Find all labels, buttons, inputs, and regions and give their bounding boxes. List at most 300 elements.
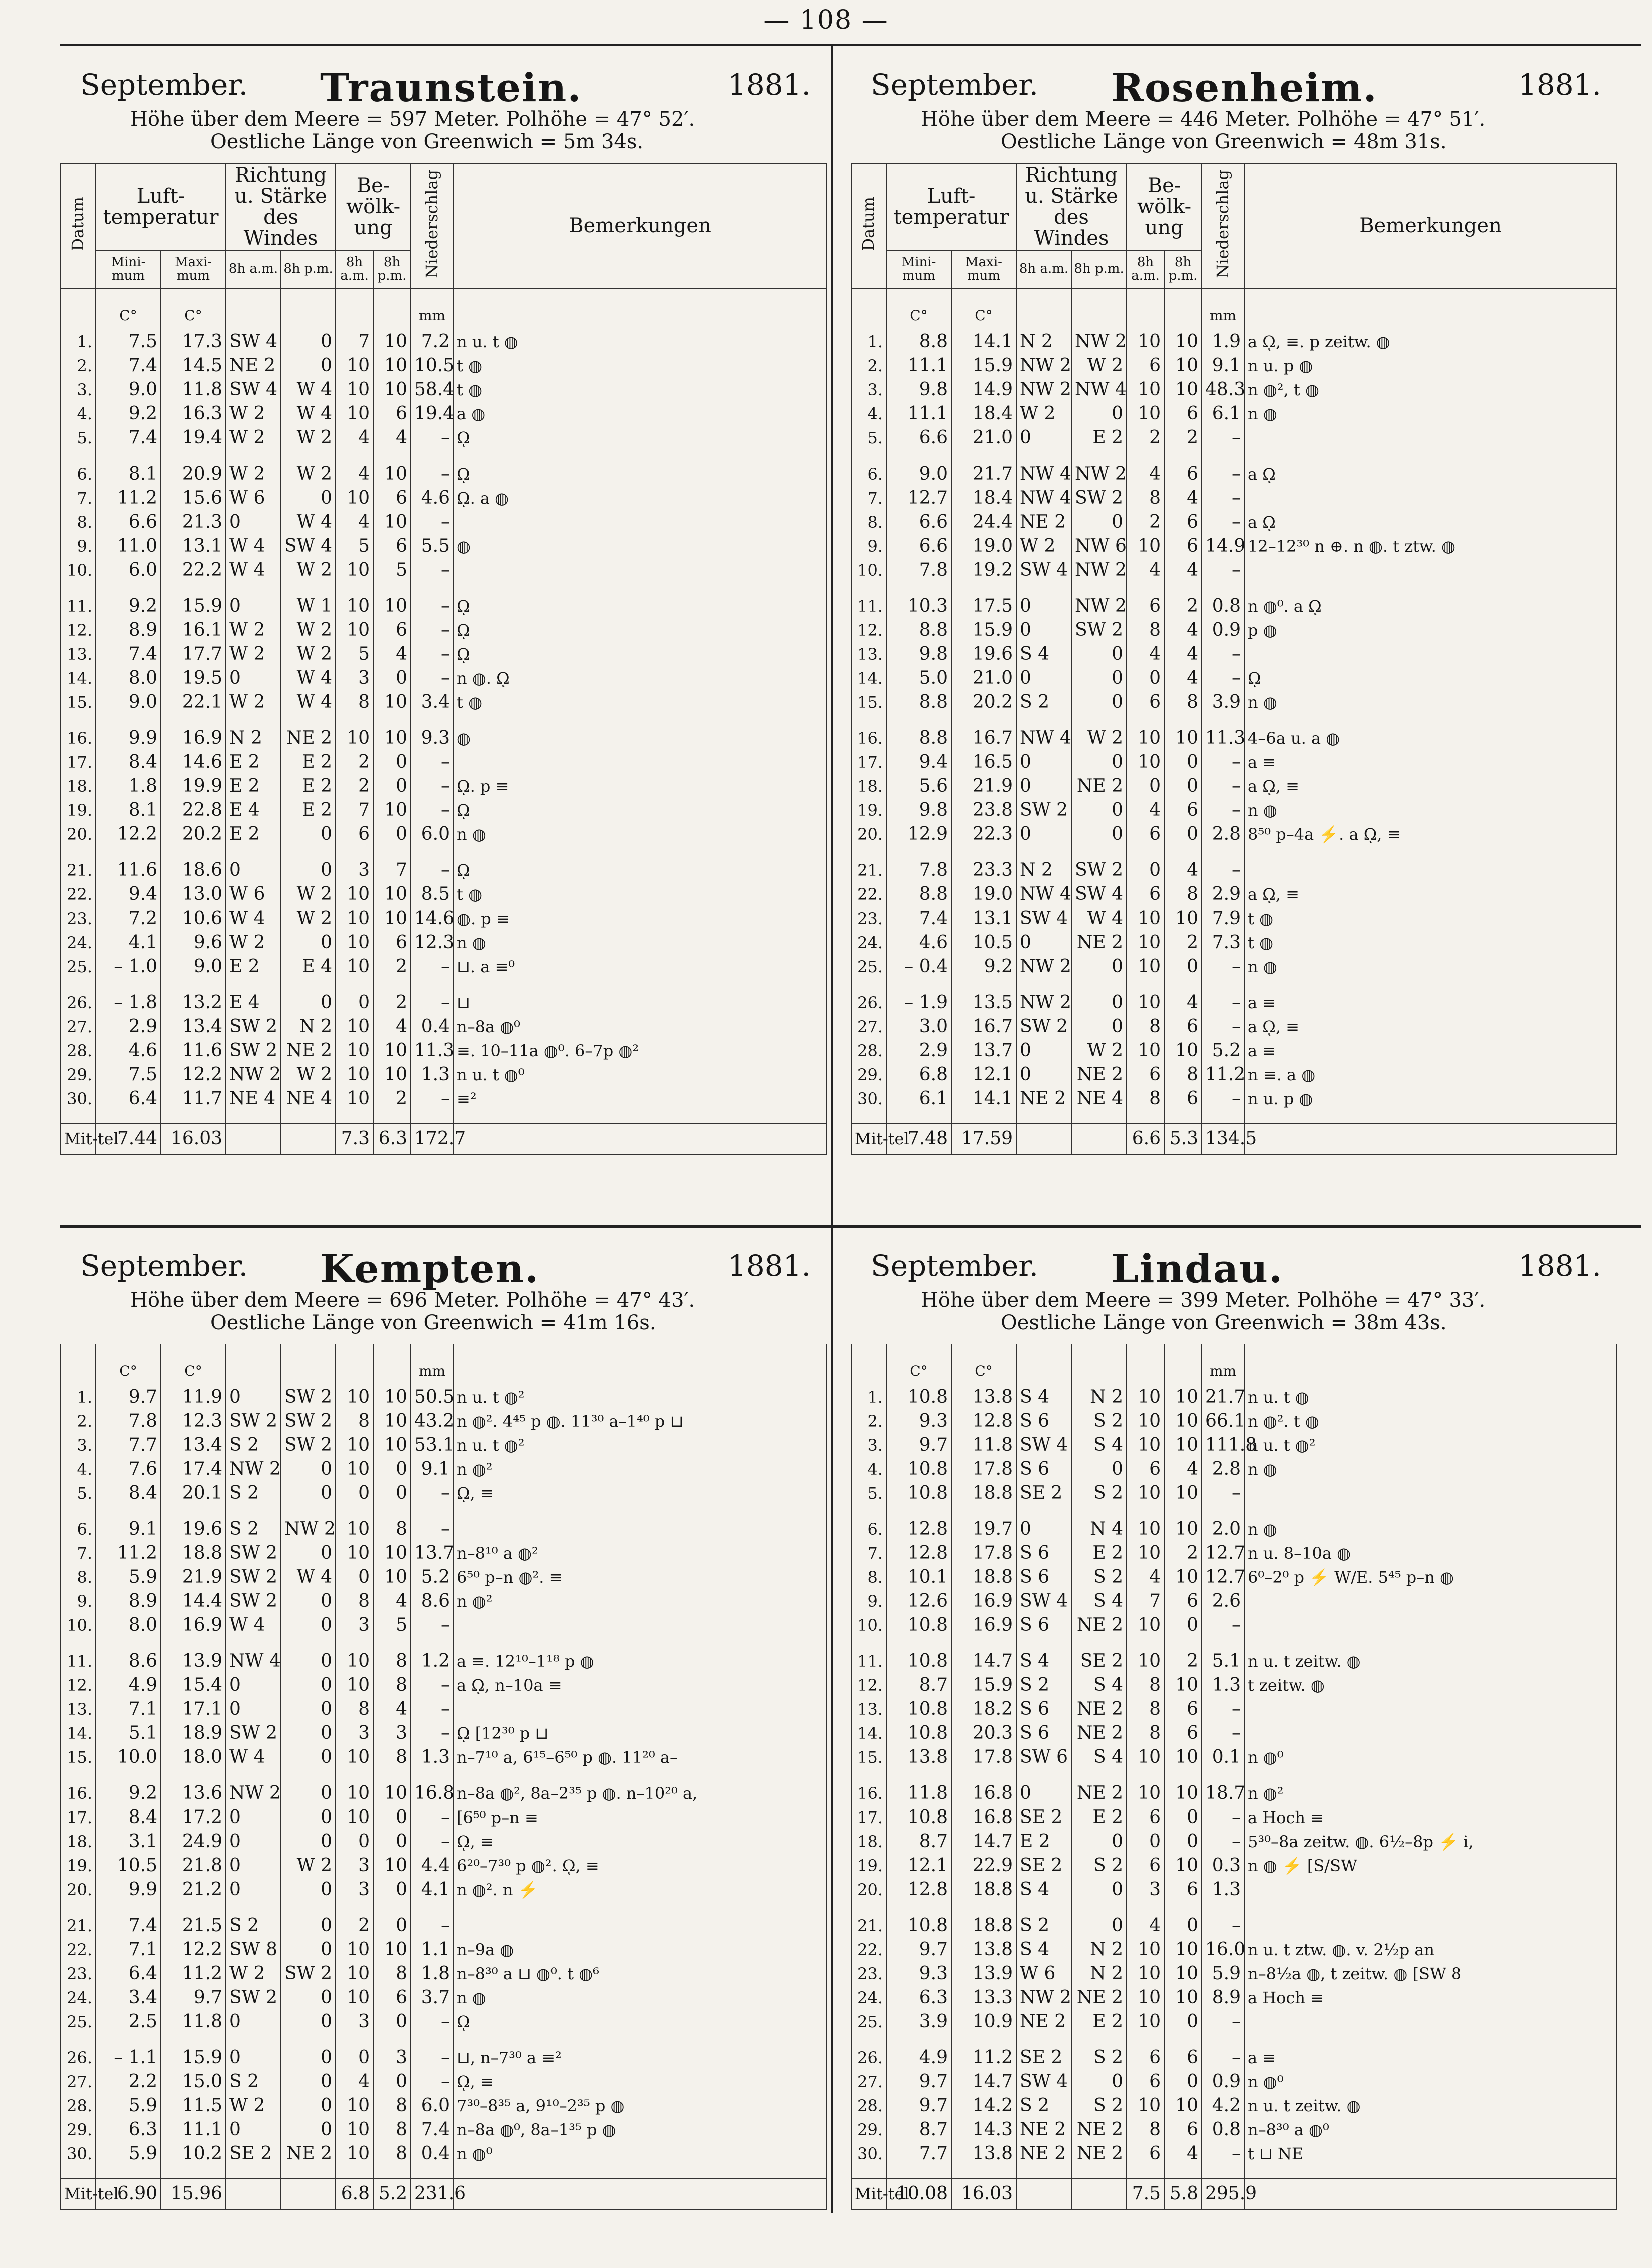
wind-pm-cell: 0 [281, 1673, 336, 1697]
wind-am-cell: NW 2 [1016, 354, 1071, 378]
cell-empty [1071, 1505, 1127, 1517]
wind-pm-cell: N 2 [1071, 1938, 1127, 1962]
day-cell: 3. [851, 378, 886, 402]
remarks-cell [453, 558, 826, 582]
min-temp-cell: 9.7 [886, 2094, 951, 2118]
day-cell: 4. [851, 402, 886, 426]
table-row [851, 1830, 1617, 1854]
cloud-am-cell: 8 [1127, 1015, 1164, 1039]
cloud-pm-cell: 0 [1164, 1830, 1202, 1854]
cloud-pm-cell: 6 [373, 931, 411, 955]
table-row [851, 1015, 1617, 1039]
min-temp-cell: 5.9 [96, 1565, 161, 1589]
max-temp-cell: 18.8 [951, 1481, 1016, 1505]
precip-cell: – [1202, 2046, 1244, 2070]
cell-empty [1244, 1123, 1617, 1154]
cloud-pm-cell: 4 [1164, 486, 1202, 510]
altitude-latitude: Höhe über dem Meere = 446 Meter. Polhöhe = 47° 51′. [921, 108, 1486, 131]
precip-cell: 9.1 [1202, 354, 1244, 378]
precip-cell: 5.9 [1202, 1962, 1244, 1986]
cell-empty [1164, 1505, 1202, 1517]
precip-cell: 1.3 [1202, 1673, 1244, 1697]
max-temp-cell: 23.3 [951, 858, 1016, 882]
header-year: 1881. [727, 1249, 811, 1283]
unit-row [851, 1357, 1617, 1385]
wind-am-cell: SW 4 [1016, 2070, 1071, 2094]
precip-cell: – [411, 774, 453, 798]
wind-pm-cell: W 2 [1071, 1039, 1127, 1063]
wind-pm-cell: W 2 [281, 558, 336, 582]
max-temp-cell: 22.8 [161, 798, 226, 822]
cloud-pm-cell: 10 [1164, 1565, 1202, 1589]
max-temp-cell: 14.6 [161, 750, 226, 774]
col-datum [61, 163, 96, 288]
cloud-pm-cell: 4 [1164, 1457, 1202, 1481]
precip-cell: – [1202, 510, 1244, 534]
cell-empty [1071, 1344, 1127, 1357]
remarks-cell: t ◍ [1244, 931, 1617, 955]
cloud-am-cell: 10 [1127, 1481, 1164, 1505]
day-cell: 1. [851, 330, 886, 354]
wind-pm-cell: 0 [1071, 750, 1127, 774]
day-cell: 29. [61, 2118, 96, 2142]
cloud-pm-cell: 2 [373, 991, 411, 1015]
cloud-am-cell: 10 [336, 1385, 373, 1409]
remarks-cell [453, 510, 826, 534]
max-temp-cell: 22.1 [161, 690, 226, 714]
min-temp-cell: 7.8 [96, 1409, 161, 1433]
remarks-cell: n ◍². 4⁴⁵ p ◍. 11³⁰ a–1⁴⁰ p ⊔ [453, 1409, 826, 1433]
remarks-cell: 6⁰–2⁰ p ⚡ W/E. 5⁴⁵ p–n ◍ [1244, 1565, 1617, 1589]
precip-cell: 8.9 [1202, 1986, 1244, 2010]
cell-empty [1127, 1637, 1164, 1649]
table-row [851, 1781, 1617, 1805]
max-temp-cell: 18.8 [951, 1878, 1016, 1902]
wind-am-cell: NW 4 [1016, 462, 1071, 486]
max-temp-cell: 11.8 [951, 1433, 1016, 1457]
wind-am-cell: E 2 [226, 955, 281, 979]
cloud-am-cell: 10 [336, 1673, 373, 1697]
cell-empty [281, 2034, 336, 2046]
mean-label: Mit-tel [851, 1123, 886, 1154]
day-cell: 24. [851, 1986, 886, 2010]
table-row [851, 1565, 1617, 1589]
table-row [61, 618, 826, 642]
remarks-cell: n–7¹⁰ a, 6¹⁵–6⁵⁰ p ◍. 11²⁰ a– [453, 1745, 826, 1769]
precip-cell: – [1202, 1830, 1244, 1854]
remarks-cell: n u. p ◍ [1244, 1087, 1617, 1111]
col-min: Mini-mum [96, 250, 161, 288]
cloud-pm-cell: 10 [1164, 1938, 1202, 1962]
cell-empty [1016, 2034, 1071, 2046]
cell-empty [1016, 1123, 1071, 1154]
group-gap [61, 979, 826, 991]
min-temp-cell: 8.4 [96, 1481, 161, 1505]
precip-cell: – [411, 955, 453, 979]
precip-cell: – [411, 1914, 453, 1938]
min-temp-cell: 8.0 [96, 666, 161, 690]
wind-pm-cell: NE 2 [1071, 1697, 1127, 1721]
wind-am-cell: 0 [1016, 618, 1071, 642]
cloud-am-cell: 8 [1127, 1673, 1164, 1697]
cell-empty [1127, 846, 1164, 858]
wind-am-cell: E 4 [226, 991, 281, 1015]
wind-am-cell: S 2 [1016, 2094, 1071, 2118]
cell-empty [336, 1344, 373, 1357]
precip-cell: – [411, 1697, 453, 1721]
wind-am-cell: S 2 [226, 1517, 281, 1541]
cloud-am-cell: 10 [1127, 1385, 1164, 1409]
max-temp-cell: 21.0 [951, 426, 1016, 450]
wind-pm-cell: 0 [281, 1589, 336, 1613]
day-cell: 18. [61, 774, 96, 798]
table-row [851, 1721, 1617, 1745]
day-cell: 15. [851, 690, 886, 714]
cloud-pm-cell: 6 [1164, 2118, 1202, 2142]
precip-cell: – [1202, 558, 1244, 582]
wind-pm-cell: NE 2 [1071, 1613, 1127, 1637]
wind-pm-cell: 0 [1071, 402, 1127, 426]
cloud-am-cell: 6 [1127, 354, 1164, 378]
cell-empty [161, 979, 226, 991]
cell-empty [1016, 1357, 1071, 1385]
group-gap [851, 979, 1617, 991]
day-cell: 9. [851, 1589, 886, 1613]
cloud-pm-cell: 6 [373, 1986, 411, 2010]
cloud-am-cell: 0 [336, 1565, 373, 1589]
wind-am-cell: E 2 [226, 750, 281, 774]
col-datum-label: Datum [68, 196, 88, 251]
max-temp-cell: 15.0 [161, 2070, 226, 2094]
precip-cell: 2.0 [1202, 1517, 1244, 1541]
max-temp-cell: 10.6 [161, 906, 226, 931]
remarks-cell: ῼ, ≡ [453, 1481, 826, 1505]
table-row [61, 426, 826, 450]
remarks-cell: ῼ, ≡ [453, 2070, 826, 2094]
cell-empty [453, 1902, 826, 1914]
table-row [61, 666, 826, 690]
cloud-am-cell: 10 [1127, 1433, 1164, 1457]
cloud-am-cell: 0 [336, 2046, 373, 2070]
table-row [61, 1745, 826, 1769]
wind-pm-cell: W 4 [281, 402, 336, 426]
cloud-pm-cell: 4 [373, 642, 411, 666]
cloud-pm-cell: 8 [1164, 1063, 1202, 1087]
cell-empty [226, 1637, 281, 1649]
cell-empty [951, 450, 1016, 462]
precip-cell: 48.3 [1202, 378, 1244, 402]
cell-empty [61, 1111, 96, 1123]
col-datum [851, 163, 886, 288]
day-cell: 12. [851, 1673, 886, 1697]
group-gap [851, 714, 1617, 726]
cloud-pm-cell: 10 [373, 1063, 411, 1087]
wind-pm-cell: 0 [281, 991, 336, 1015]
wind-pm-cell: S 2 [1071, 2046, 1127, 2070]
cloud-am-cell: 2 [336, 774, 373, 798]
cell-empty [886, 2034, 951, 2046]
group-gap [851, 1902, 1617, 1914]
cloud-am-cell: 8 [1127, 1697, 1164, 1721]
group-gap [851, 1769, 1617, 1781]
day-cell: 27. [851, 2070, 886, 2094]
remarks-cell: t zeitw. ◍ [1244, 1673, 1617, 1697]
cloud-pm-cell: 10 [373, 690, 411, 714]
cloud-pm-cell: 10 [1164, 1673, 1202, 1697]
cell-empty [96, 2034, 161, 2046]
cell-empty [1202, 1637, 1244, 1649]
wind-am-cell: SW 2 [226, 1541, 281, 1565]
cloud-am-cell: 4 [1127, 798, 1164, 822]
precip-cell: 0.9 [1202, 618, 1244, 642]
cloud-pm-cell: 6 [1164, 1589, 1202, 1613]
unit-min: C° [96, 302, 161, 330]
table-row [61, 2010, 826, 2034]
cloud-pm-cell: 10 [373, 1565, 411, 1589]
table-row [851, 2046, 1617, 2070]
cell-empty [226, 1344, 281, 1357]
max-temp-cell: 19.2 [951, 558, 1016, 582]
cloud-pm-cell: 10 [373, 1409, 411, 1433]
max-temp-cell: 24.4 [951, 510, 1016, 534]
wind-pm-cell: 0 [281, 2094, 336, 2118]
min-temp-cell: 5.1 [96, 1721, 161, 1745]
min-temp-cell: 9.1 [96, 1517, 161, 1541]
cell-empty [1202, 846, 1244, 858]
day-cell: 30. [851, 1087, 886, 1111]
wind-pm-cell: 0 [1071, 1830, 1127, 1854]
mean-cloud-am: 7.5 [1127, 2178, 1164, 2209]
cloud-am-cell: 10 [1127, 1986, 1164, 2010]
precip-cell: 7.9 [1202, 906, 1244, 931]
col-min: Mini-mum [886, 250, 951, 288]
remarks-cell: a ῼ [1244, 510, 1617, 534]
remarks-cell: ῼ. p ≡ [453, 774, 826, 798]
remarks-cell: a ῼ, ≡ [1244, 1015, 1617, 1039]
wind-am-cell: SW 2 [226, 1589, 281, 1613]
remarks-cell: n u. p ◍ [1244, 354, 1617, 378]
wind-am-cell: 0 [1016, 1039, 1071, 1063]
cloud-am-cell: 4 [1127, 1565, 1164, 1589]
cell-empty [226, 582, 281, 594]
wind-pm-cell: 0 [1071, 1457, 1127, 1481]
day-cell: 5. [851, 1481, 886, 1505]
table-row [61, 1854, 826, 1878]
cell-empty [161, 2034, 226, 2046]
precip-cell: 16.8 [411, 1781, 453, 1805]
cloud-am-cell: 4 [1127, 642, 1164, 666]
min-temp-cell: 8.1 [96, 798, 161, 822]
min-temp-cell: 4.9 [96, 1673, 161, 1697]
cell-empty [453, 1111, 826, 1123]
table-row [851, 1986, 1617, 2010]
max-temp-cell: 16.8 [951, 1805, 1016, 1830]
cell-empty [453, 1357, 826, 1385]
cell-empty [411, 846, 453, 858]
cell-empty [373, 1344, 411, 1357]
max-temp-cell: 18.0 [161, 1745, 226, 1769]
remarks-cell: ≡. 10–11a ◍⁰. 6–7p ◍² [453, 1039, 826, 1063]
min-temp-cell: 6.1 [886, 1087, 951, 1111]
precip-cell: – [411, 426, 453, 450]
cell-empty [1127, 1344, 1164, 1357]
mean-max: 17.59 [951, 1123, 1016, 1154]
mean-precip: 134.5 [1202, 1123, 1244, 1154]
remarks-cell: ῼ. a ◍ [453, 486, 826, 510]
cloud-am-cell: 10 [1127, 750, 1164, 774]
remarks-cell: ⊔. a ≡⁰ [453, 955, 826, 979]
wind-pm-cell: SW 2 [281, 1962, 336, 1986]
wind-pm-cell: S 2 [1071, 2094, 1127, 2118]
day-cell: 5. [851, 426, 886, 450]
cell-empty [161, 846, 226, 858]
day-cell: 21. [61, 858, 96, 882]
cloud-am-cell: 10 [336, 354, 373, 378]
table-row [61, 882, 826, 906]
wind-am-cell: 0 [1016, 931, 1071, 955]
max-temp-cell: 11.9 [161, 1385, 226, 1409]
day-cell: 19. [851, 1854, 886, 1878]
cell-empty [1202, 2034, 1244, 2046]
precip-cell: – [1202, 486, 1244, 510]
min-temp-cell: 9.9 [96, 1878, 161, 1902]
day-cell: 11. [61, 594, 96, 618]
wind-am-cell: S 6 [1016, 1409, 1071, 1433]
min-temp-cell: – 1.0 [96, 955, 161, 979]
precip-cell: – [411, 858, 453, 882]
unit-row [61, 1357, 826, 1385]
wind-pm-cell: NE 2 [1071, 2142, 1127, 2166]
wind-am-cell: NW 2 [1016, 955, 1071, 979]
min-temp-cell: 6.4 [96, 1087, 161, 1111]
day-cell: 28. [851, 2094, 886, 2118]
remarks-cell: a ≡ [1244, 991, 1617, 1015]
day-cell: 2. [851, 1409, 886, 1433]
cloud-pm-cell: 4 [1164, 642, 1202, 666]
precip-cell: 111.8 [1202, 1433, 1244, 1457]
cloud-am-cell: 10 [1127, 1039, 1164, 1063]
day-cell: 30. [61, 2142, 96, 2166]
day-cell: 8. [851, 510, 886, 534]
remarks-cell [453, 750, 826, 774]
wind-am-cell: W 4 [226, 906, 281, 931]
remarks-cell: n ◍ [453, 1986, 826, 2010]
max-temp-cell: 22.9 [951, 1854, 1016, 1878]
group-gap [851, 450, 1617, 462]
day-cell: 9. [851, 534, 886, 558]
cell-empty [226, 2178, 281, 2209]
remarks-cell [453, 1517, 826, 1541]
wind-am-cell: N 2 [1016, 330, 1071, 354]
wind-pm-cell: S 4 [1071, 1433, 1127, 1457]
cell-empty [851, 1344, 886, 1357]
table-row [851, 330, 1617, 354]
max-temp-cell: 19.6 [161, 1517, 226, 1541]
day-cell: 16. [61, 1781, 96, 1805]
precip-cell: 2.6 [1202, 1589, 1244, 1613]
max-temp-cell: 23.8 [951, 798, 1016, 822]
cell-empty [851, 2034, 886, 2046]
day-cell: 4. [61, 1457, 96, 1481]
remarks-cell: n–8³⁰ a ◍⁰ [1244, 2118, 1617, 2142]
max-temp-cell: 10.5 [951, 931, 1016, 955]
table-row [61, 1697, 826, 1721]
cell-empty [61, 1505, 96, 1517]
wind-am-cell: 0 [1016, 426, 1071, 450]
precip-cell: – [411, 642, 453, 666]
cloud-pm-cell: 10 [1164, 726, 1202, 750]
cloud-pm-cell: 10 [373, 1039, 411, 1063]
day-cell: 26. [61, 2046, 96, 2070]
cell-empty [1164, 1637, 1202, 1649]
table-row [61, 906, 826, 931]
cloud-am-cell: 0 [1127, 666, 1164, 690]
table-row [851, 2010, 1617, 2034]
cloud-am-cell: 8 [336, 690, 373, 714]
max-temp-cell: 13.6 [161, 1781, 226, 1805]
day-cell: 22. [61, 1938, 96, 1962]
mean-row [851, 1123, 1617, 1154]
mean-max: 16.03 [951, 2178, 1016, 2209]
min-temp-cell: 10.1 [886, 1565, 951, 1589]
day-cell: 21. [851, 858, 886, 882]
max-temp-cell: 20.1 [161, 1481, 226, 1505]
wind-am-cell: NE 4 [226, 1087, 281, 1111]
table-row [851, 991, 1617, 1015]
wind-pm-cell: 0 [281, 1613, 336, 1637]
min-temp-cell: 6.6 [886, 534, 951, 558]
cloud-pm-cell: 0 [373, 822, 411, 846]
cloud-am-cell: 4 [1127, 462, 1164, 486]
wind-am-cell: W 4 [226, 558, 281, 582]
cell-empty [1244, 582, 1617, 594]
remarks-cell: n–8¹⁰ a ◍² [453, 1541, 826, 1565]
day-cell: 4. [851, 1457, 886, 1481]
station-name: Lindau. [1111, 1246, 1284, 1292]
remarks-cell: n u. t ◍² [1244, 1433, 1617, 1457]
wind-pm-cell: W 2 [281, 1063, 336, 1087]
remarks-cell: a ≡. 12¹⁰–1¹⁸ p ◍ [453, 1649, 826, 1673]
wind-pm-cell: SW 2 [281, 1409, 336, 1433]
cloud-am-cell: 10 [336, 906, 373, 931]
table-row [61, 2118, 826, 2142]
precip-cell: 0.1 [1202, 1745, 1244, 1769]
remarks-cell: n ◍⁰ [1244, 1745, 1617, 1769]
max-temp-cell: 22.3 [951, 822, 1016, 846]
wind-am-cell: E 2 [1016, 1830, 1071, 1854]
cell-empty [226, 1111, 281, 1123]
cell-empty [61, 2166, 96, 2178]
day-cell: 19. [61, 1854, 96, 1878]
max-temp-cell: 21.9 [951, 774, 1016, 798]
max-temp-cell: 21.8 [161, 1854, 226, 1878]
day-cell: 29. [851, 2118, 886, 2142]
cell-empty [453, 582, 826, 594]
cloud-am-cell: 10 [336, 1986, 373, 2010]
wind-am-cell: E 2 [226, 822, 281, 846]
remarks-cell: n ◍ [1244, 798, 1617, 822]
unit-min: C° [886, 1357, 951, 1385]
wind-am-cell: 0 [226, 1854, 281, 1878]
wind-pm-cell: W 2 [281, 882, 336, 906]
altitude-latitude: Höhe über dem Meere = 399 Meter. Polhöhe = 47° 33′. [921, 1289, 1486, 1312]
table-row [851, 618, 1617, 642]
table-row [61, 1481, 826, 1505]
min-temp-cell: 8.8 [886, 690, 951, 714]
cell-empty [96, 979, 161, 991]
cell-empty [61, 846, 96, 858]
cell-empty [336, 1357, 373, 1385]
